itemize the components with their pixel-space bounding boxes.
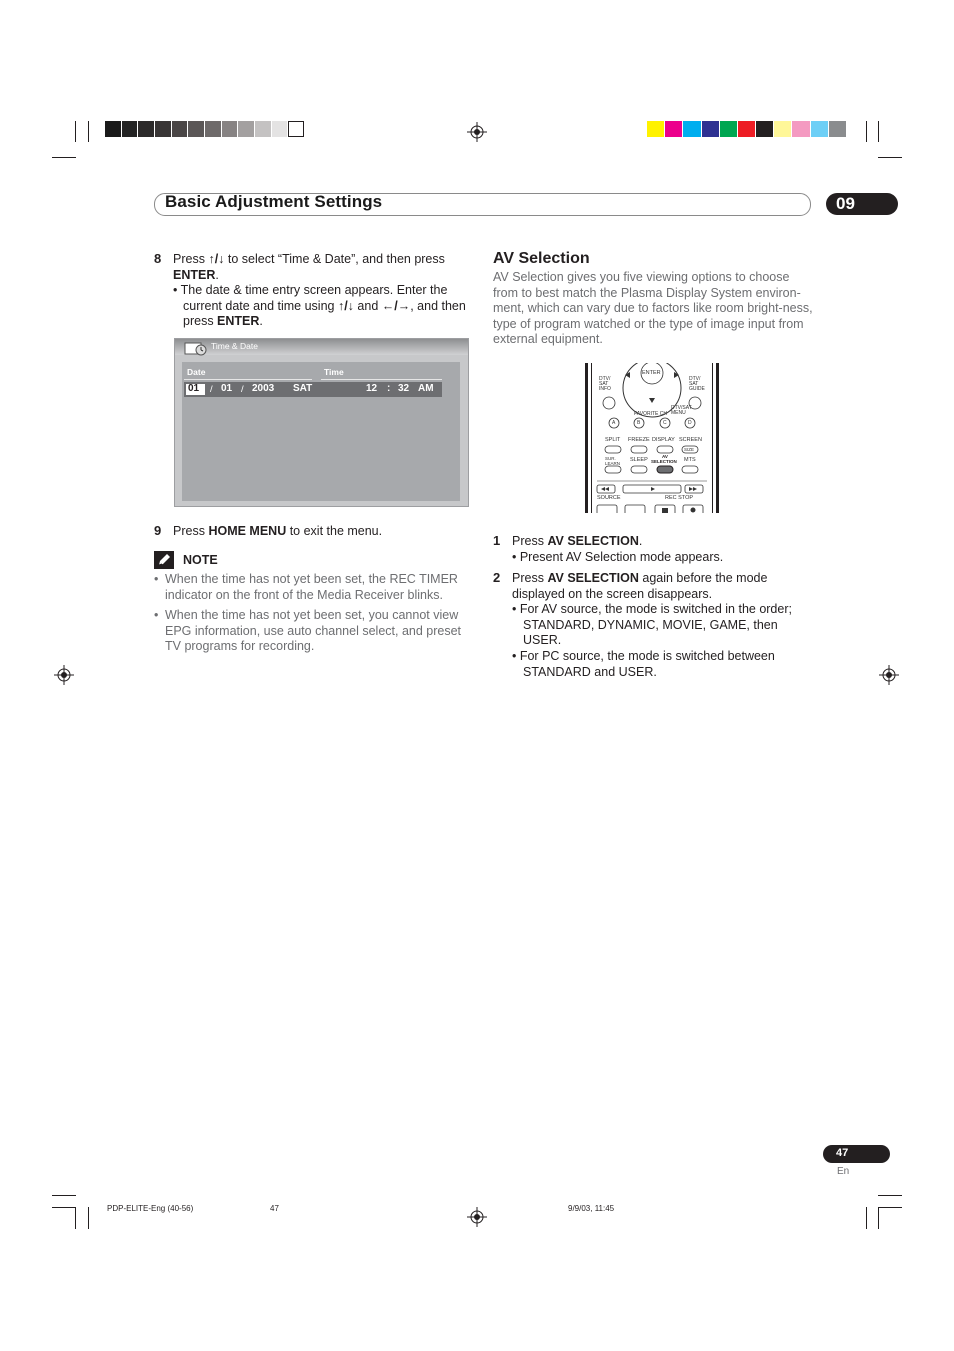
registration-mark-icon bbox=[467, 122, 487, 142]
page-number-badge bbox=[823, 1145, 890, 1163]
clock-calendar-icon bbox=[184, 340, 208, 356]
note-label: NOTE bbox=[183, 553, 218, 567]
time-label: Time bbox=[324, 367, 344, 377]
color-swatch bbox=[683, 121, 700, 137]
month-field[interactable]: 01 bbox=[188, 383, 200, 394]
section-intro: AV Selection gives you five viewing options to choose from to best match the Plasma Display System environ-ment, which can vary due to factors like room bright-ness, type of program watched or the type of image input from external equipment. bbox=[493, 270, 813, 346]
step-8-bullet: • The date & time entry screen appears. Enter the current date and time using ↑/↓ and ←/→, and then press ENTER. bbox=[173, 283, 466, 328]
crop-mark bbox=[52, 1207, 76, 1208]
color-swatch bbox=[702, 121, 719, 137]
chapter-number: 09 bbox=[836, 194, 855, 213]
step-number: 2 bbox=[493, 570, 501, 585]
note-pencil-icon bbox=[154, 551, 174, 569]
color-swatch bbox=[665, 121, 682, 137]
color-swatch bbox=[792, 121, 809, 137]
note-list bbox=[154, 572, 470, 655]
registration-mark-icon bbox=[54, 665, 74, 685]
step-2-bullet-av: • For AV source, the mode is switched in the order; STANDARD, DYNAMIC, MOVIE, GAME, then USER. bbox=[512, 602, 792, 647]
color-swatch bbox=[155, 121, 171, 137]
osd-date-time-row[interactable]: 01 / 01 / 2003 SAT 12 : 32 AM bbox=[184, 382, 442, 397]
step-1-text: Press AV SELECTION. bbox=[512, 534, 643, 548]
color-swatch bbox=[138, 121, 154, 137]
arrow-up-down-icon: ↑/↓ bbox=[208, 252, 225, 266]
color-swatch bbox=[122, 121, 138, 137]
color-swatch bbox=[647, 121, 664, 137]
crop-mark bbox=[866, 1207, 867, 1229]
chapter-badge bbox=[826, 193, 898, 215]
step-8-text: Press ↑/↓ to select “Time & Date”, and then press ENTER. bbox=[173, 252, 445, 282]
color-swatch bbox=[738, 121, 755, 137]
page-number: 47 bbox=[836, 1147, 849, 1159]
color-swatch bbox=[255, 121, 271, 137]
crop-mark bbox=[878, 1195, 902, 1196]
language-label: En bbox=[837, 1166, 850, 1177]
crop-mark bbox=[75, 121, 76, 142]
footer-filename: PDP-ELITE-Eng (40-56) bbox=[107, 1204, 194, 1213]
date-label: Date bbox=[187, 367, 206, 377]
note-item: • When the time has not yet been set, the REC TIMER indicator on the front of the Media Receiver blinks. bbox=[154, 572, 458, 602]
page-title: Basic Adjustment Settings bbox=[165, 192, 383, 211]
crop-mark bbox=[866, 121, 867, 142]
color-swatch bbox=[288, 121, 304, 137]
osd-body bbox=[182, 362, 460, 501]
step-1-bullet: • Present AV Selection mode appears. bbox=[512, 550, 724, 564]
color-swatch bbox=[774, 121, 791, 137]
footer-file-page: 47 bbox=[270, 1204, 279, 1213]
footer-timestamp: 9/9/03, 11:45 bbox=[568, 1204, 615, 1213]
color-swatch bbox=[105, 121, 121, 137]
step-2-text: Press AV SELECTION again before the mode displayed on the screen disappears. bbox=[512, 571, 768, 601]
note-item: • When the time has not yet been set, you cannot view EPG information, use auto channel select, and preset TV programs for recording. bbox=[154, 608, 462, 653]
section-title: AV Selection bbox=[493, 250, 590, 267]
remote-control-illustration: ENTER DTV/ SAT INFO DTV/ SAT GUIDE FAVORITE CH DTV/SAT MENU A B C D SPLIT FREEZE DISPLAY SCREEN SIZE SUR. LEARN SLEEP AV SELECTION MTS SOURCE REC STOP bbox=[585, 363, 719, 513]
registration-mark-icon bbox=[879, 665, 899, 685]
time-date-screen bbox=[174, 338, 469, 507]
color-swatch bbox=[205, 121, 221, 137]
color-swatch bbox=[172, 121, 188, 137]
crop-mark bbox=[878, 157, 902, 158]
day-field[interactable]: 01 bbox=[221, 383, 233, 394]
step-2-bullet-pc: • For PC source, the mode is switched between STANDARD and USER. bbox=[512, 649, 775, 679]
osd-title: Time & Date bbox=[211, 341, 258, 351]
crop-mark bbox=[75, 1207, 76, 1229]
weekday-field: SAT bbox=[293, 383, 313, 394]
crop-mark bbox=[878, 1207, 879, 1229]
crop-mark bbox=[878, 1207, 902, 1208]
hour-field[interactable]: 12 bbox=[366, 383, 378, 394]
year-field[interactable]: 2003 bbox=[252, 383, 275, 394]
step-number: 1 bbox=[493, 533, 501, 548]
color-swatch bbox=[238, 121, 254, 137]
color-swatch bbox=[829, 121, 846, 137]
color-swatch-strip bbox=[647, 121, 847, 137]
arrow-up-down-icon: ↑/↓ bbox=[337, 298, 354, 313]
color-swatch bbox=[756, 121, 773, 137]
crop-mark bbox=[88, 121, 89, 142]
color-swatch bbox=[222, 121, 238, 137]
crop-mark bbox=[52, 157, 76, 158]
osd-header-row bbox=[182, 362, 460, 380]
color-swatch bbox=[720, 121, 737, 137]
arrow-left-right-icon: ←/→ bbox=[381, 298, 411, 313]
step-number: 9 bbox=[154, 523, 162, 538]
color-swatch bbox=[188, 121, 204, 137]
step-number: 8 bbox=[154, 251, 162, 266]
gray-swatch-strip bbox=[105, 121, 305, 137]
ampm-field[interactable]: AM bbox=[418, 383, 434, 394]
crop-mark bbox=[52, 1195, 76, 1196]
crop-mark bbox=[88, 1207, 89, 1229]
color-swatch bbox=[811, 121, 828, 137]
step-9-text: Press HOME MENU to exit the menu. bbox=[173, 524, 383, 538]
minute-field[interactable]: 32 bbox=[398, 383, 410, 394]
crop-mark bbox=[878, 121, 879, 142]
osd-title-bar bbox=[175, 339, 468, 355]
registration-mark-icon bbox=[467, 1207, 487, 1227]
color-swatch bbox=[272, 121, 288, 137]
